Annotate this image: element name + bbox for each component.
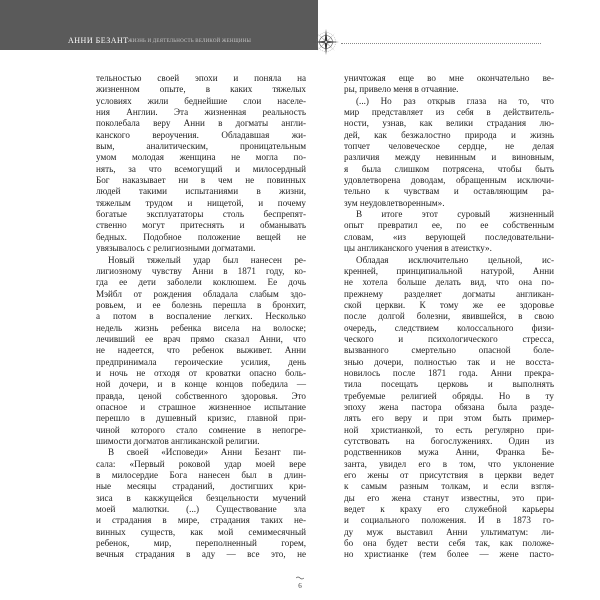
text-line: прежнему разделяет догматы англикан- — [344, 288, 554, 299]
text-line: очередь, следствием колоссального физи- — [344, 322, 554, 333]
text-line: недель жизнь ребенка висела на волоске; — [96, 322, 306, 333]
text-line: чиной которого стало сомнение в непогре- — [96, 424, 306, 435]
text-line: Обладая исключительно цельной, ис- — [356, 254, 554, 265]
text-line: после долгой болезни, явившейся, в свою — [344, 311, 554, 322]
text-line: условиях жили беднейшие слои населе- — [96, 95, 306, 106]
text-line: (...) Но раз открыв глаза на то, что — [356, 95, 554, 106]
text-line: предпринимала героические усилия, день — [96, 356, 306, 367]
text-line: знью дочери, полностью так и не восста- — [344, 356, 554, 367]
text-line: вызванного смертельно опасной боле- — [344, 345, 554, 356]
text-line: нять, за что всемогущий и милосердный — [96, 163, 306, 174]
page-number: 6 — [298, 582, 302, 590]
running-head-tagline: ЖИЗНЬ И ДЕЯТЕЛЬНОСТЬ ВЕЛИКОЙ ЖЕНЩИНЫ — [128, 39, 252, 44]
text-line: тельно к чувствам и оставляющим ра- — [344, 186, 554, 197]
text-line: не надеется, что ребенок выживет. Анни — [96, 345, 306, 356]
text-line: к самым разным толкам, и если взгля- — [344, 481, 554, 492]
text-line: канского вероучения. Обладавшая жи- — [96, 129, 306, 140]
text-line: эпоху жена пастора обязана была разде- — [344, 401, 554, 412]
text-line: топчет человеческое сердце, не делая — [344, 141, 554, 152]
text-line: требуемые религией обряды. Но в ту — [344, 390, 554, 401]
text-line: ности, узнав, как велики страдания лю- — [344, 118, 554, 129]
text-line: ной дочери, и в конце концов победила — — [96, 379, 306, 390]
text-line: уничтожая еще во мне окончательно ве- — [344, 73, 554, 83]
text-line: лигиозному чувству Анни в 1871 году, ко- — [96, 265, 306, 276]
text-line: зум неудовлетворенным». — [344, 197, 445, 208]
text-line: тельностью своей эпохи и поняла на — [96, 73, 306, 83]
text-line: Бог наказывает ни в чем не повинных — [96, 175, 306, 186]
text-line: богатые эксплуататоры столь беспрепят- — [96, 209, 306, 220]
text-line: ческого и психологического стресса, — [344, 333, 554, 344]
text-line: ной христианкой, то есть регулярно при- — [344, 424, 554, 435]
text-line: бо она будет вести себя так, как положе- — [344, 538, 554, 549]
text-line: вым, аналитическим, проницательным — [96, 141, 306, 152]
text-line: кренней, принципиальной натурой, Анни — [344, 265, 554, 276]
right-text-column — [344, 73, 554, 561]
text-line: сутствовать на богослужениях. Один из — [344, 436, 554, 446]
text-line: опасное и страшное жизненное испытание — [96, 401, 306, 412]
text-line: В своей «Исповеди» Анни Безант пи- — [108, 447, 306, 458]
text-line: В итоге этот суровый жизненный — [356, 209, 554, 220]
text-line: тяжелым трудом и нищетой, и почему — [96, 197, 306, 208]
text-line: удовлетворена доводам, обращенным исключи- — [344, 175, 554, 186]
text-line: сала: «Первый роковой удар моей вере — [96, 458, 306, 469]
text-line: родственников мужа Анни, Франка Бе- — [344, 447, 554, 458]
text-line: опыт превратил ее, по ее собственным — [344, 220, 554, 231]
text-line: Новый тяжелый удар был нанесен ре- — [108, 254, 306, 265]
text-line: жизненном опыте, в каких тяжелых — [96, 84, 306, 95]
text-line: лять его веру и при этом быть пример- — [344, 413, 554, 424]
text-line: увязывалось с религиозными догматами. — [96, 243, 256, 254]
text-line: словам, «из верующей последовательни- — [344, 231, 554, 242]
text-line: людей такими испытаниями в жизни, — [96, 186, 306, 197]
footer-ornament-icon — [296, 576, 304, 580]
text-line: вечныя страдания в аду — все это, не — [96, 549, 306, 560]
text-line: и ночь не отходя от кроватки опасно боль- — [96, 367, 306, 378]
text-line: и социального положения. И в 1873 го- — [344, 515, 554, 526]
left-text-column — [96, 73, 306, 561]
text-line: я была слишком потрясена, чтобы быть — [344, 163, 554, 174]
text-line: но христианке (тем более — жене пасто- — [344, 549, 554, 560]
text-line: в милосердие Бога нанесен был в длин- — [96, 470, 306, 481]
text-line: и страдания в мире, страдания таких не- — [96, 515, 306, 526]
text-line: шимости догматов англиканской религии. — [96, 436, 260, 446]
text-line: а потом в воспаление легких. Несколько — [96, 311, 306, 322]
text-line: ды его жена станут известны, это при- — [344, 492, 554, 503]
text-line: новилось после 1871 года. Анни прекра- — [344, 367, 554, 378]
text-line: моей малютки. (...) Существование зла — [96, 504, 306, 515]
text-line: ственно могут притеснять и обманывать — [96, 220, 306, 231]
text-line: ния Англии. Эта жизненная реальность — [96, 107, 306, 118]
text-line: дей, как безжалостно природа и жизнь — [344, 129, 554, 140]
text-line: не хотела больше делать вид, что она по- — [344, 277, 554, 288]
text-line: тила посещать церковь и выполнять — [344, 379, 554, 390]
text-line: мир представляет из себя в действитель- — [344, 107, 554, 118]
text-line: лечивший ее врач прямо сказал Анни, что — [96, 333, 306, 344]
text-line: бедных. Подобное положение вещей не — [96, 231, 306, 242]
text-line: различия между невинным и виновным, — [344, 152, 554, 163]
text-line: занта, увидел его в том, что уклонение — [344, 458, 554, 469]
text-line: его жены от присутствия в церкви ведет — [344, 470, 554, 481]
text-line: гда ее дети заболели коклюшем. Ее дочь — [96, 277, 306, 288]
text-line: ровьем, и ее болезнь перешла в бронхит, — [96, 299, 306, 310]
text-line: поколебала веру Анни в догматы англи- — [96, 118, 306, 129]
text-line: ры, привело меня в отчаяние. — [344, 84, 459, 95]
running-head-title: АННИ БЕЗАНТ — [68, 36, 129, 45]
text-line: ской церкви. К тому же ее здоровье — [344, 299, 554, 310]
text-line: умом молодая женщина не могла по- — [96, 152, 306, 163]
text-line: ведет к краху его служебной карьеры — [344, 504, 554, 515]
text-line: зиса в какжущейся безцельности мучений — [96, 492, 306, 503]
text-line: цы англиканского учения в атеистку». — [344, 243, 492, 254]
text-line: винных существ, как мой семимесячный — [96, 526, 306, 537]
compass-rose-icon — [312, 28, 340, 56]
running-head-rule — [341, 43, 541, 44]
text-line: правда, ценой собственного здоровья. Это — [96, 390, 306, 401]
text-line: ду муж выставил Анни ультиматум: ли- — [344, 526, 554, 537]
text-line: ные месяцы страданий, достигших кри- — [96, 481, 306, 492]
text-line: ребенок, мир, переполненный горем, — [96, 538, 306, 549]
text-line: перешло в душевный кризис, главной при- — [96, 413, 306, 424]
text-line: Мэйбл от рождения обладала слабым здо- — [96, 288, 306, 299]
